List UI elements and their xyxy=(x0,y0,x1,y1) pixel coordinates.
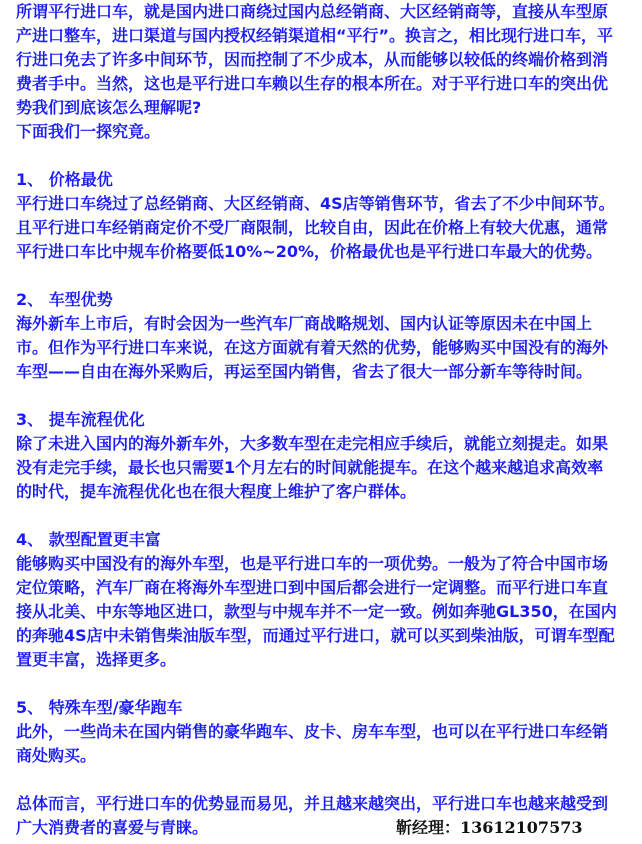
text-line: 接从北美、中东等地区进口，款型与中规车并不一定一致。例如奔驰GL350，在国内 xyxy=(16,602,617,621)
text-line: 置更丰富，选择更多。 xyxy=(16,650,177,669)
section-delivery xyxy=(16,408,642,504)
text-line: 费者手中。当然，这也是平行进口车赖以生存的根本所在。对于平行进口车的突出优 xyxy=(16,74,609,93)
text-line: 行进口免去了许多中间环节，因而控制了不少成本，从而能够以较低的终端价格到消 xyxy=(16,50,609,69)
text-line: 海外新车上市后，有时会因为一些汽车厂商战略规划、国内认证等原因未在中国上 xyxy=(16,314,593,333)
section-heading: 2、 车型优势 xyxy=(16,290,113,309)
intro-paragraph xyxy=(16,0,642,144)
section-heading: 1、 价格最优 xyxy=(16,170,113,189)
text-line: 平行进口车比中规车价格要低10%~20%，价格最优也是平行进口车最大的优势。 xyxy=(16,242,603,261)
text-line: 能够购买中国没有的海外车型，也是平行进口车的一项优势。一般为了符合中国市场 xyxy=(16,554,609,573)
section-special-models xyxy=(16,696,642,768)
text-line: 势我们到底该怎么理解呢? xyxy=(16,98,202,117)
text-line: 总体而言，平行进口车的优势显而易见，并且越来越突出，平行进口车也越来越受到 xyxy=(16,794,609,813)
text-line: 的奔驰4S店中未销售柴油版车型，而通过平行进口，就可以买到柴油版，可谓车型配 xyxy=(16,626,615,645)
text-line: 广大消费者的喜爱与青睐。 xyxy=(16,818,209,837)
text-line: 市。但作为平行进口车来说，在这方面就有着天然的优势，能够购买中国没有的海外 xyxy=(16,338,609,357)
text-line: 所谓平行进口车，就是国内进口商绕过国内总经销商、大区经销商等，直接从车型原 xyxy=(16,2,609,21)
article xyxy=(16,0,642,840)
text-line: 除了未进入国内的海外新车外，大多数车型在走完相应手续后，就能立刻提走。如果 xyxy=(16,434,609,453)
text-line: 平行进口车绕过了总经销商、大区经销商、4S店等销售环节，省去了不少中间环节。 xyxy=(16,194,615,213)
text-line: 下面我们一探究竟。 xyxy=(16,122,161,141)
text-line: 商处购买。 xyxy=(16,746,97,765)
section-configuration xyxy=(16,528,642,672)
section-heading: 5、 特殊车型/豪华跑车 xyxy=(16,698,183,717)
section-model-advantage xyxy=(16,288,642,384)
text-line: 车型——自由在海外采购后，再运至国内销售，省去了很大一部分新车等待时间。 xyxy=(16,362,593,381)
text-line: 且平行进口车经销商定价不受厂商限制，比较自由，因此在价格上有较大优惠，通常 xyxy=(16,218,609,237)
text-line: 没有走完手续，最长也只需要1个月左右的时间就能提车。在这个越来越追求高效率 xyxy=(16,458,604,477)
section-heading: 4、 款型配置更丰富 xyxy=(16,530,161,549)
text-line: 此外，一些尚未在国内销售的豪华跑车、皮卡、房车车型，也可以在平行进口车经销 xyxy=(16,722,609,741)
text-line: 的时代，提车流程优化也在很大程度上维护了客户群体。 xyxy=(16,482,417,501)
text-line: 定位策略，汽车厂商在将海外车型进口到中国后都会进行一定调整。而平行进口车直 xyxy=(16,578,609,597)
contact-info: 靳经理：13612107573 xyxy=(396,818,583,837)
text-line: 产进口整车，进口渠道与国内授权经销渠道相“平行”。换言之，相比现行进口车，平 xyxy=(16,26,614,45)
section-price xyxy=(16,168,642,264)
section-heading: 3、 提车流程优化 xyxy=(16,410,145,429)
